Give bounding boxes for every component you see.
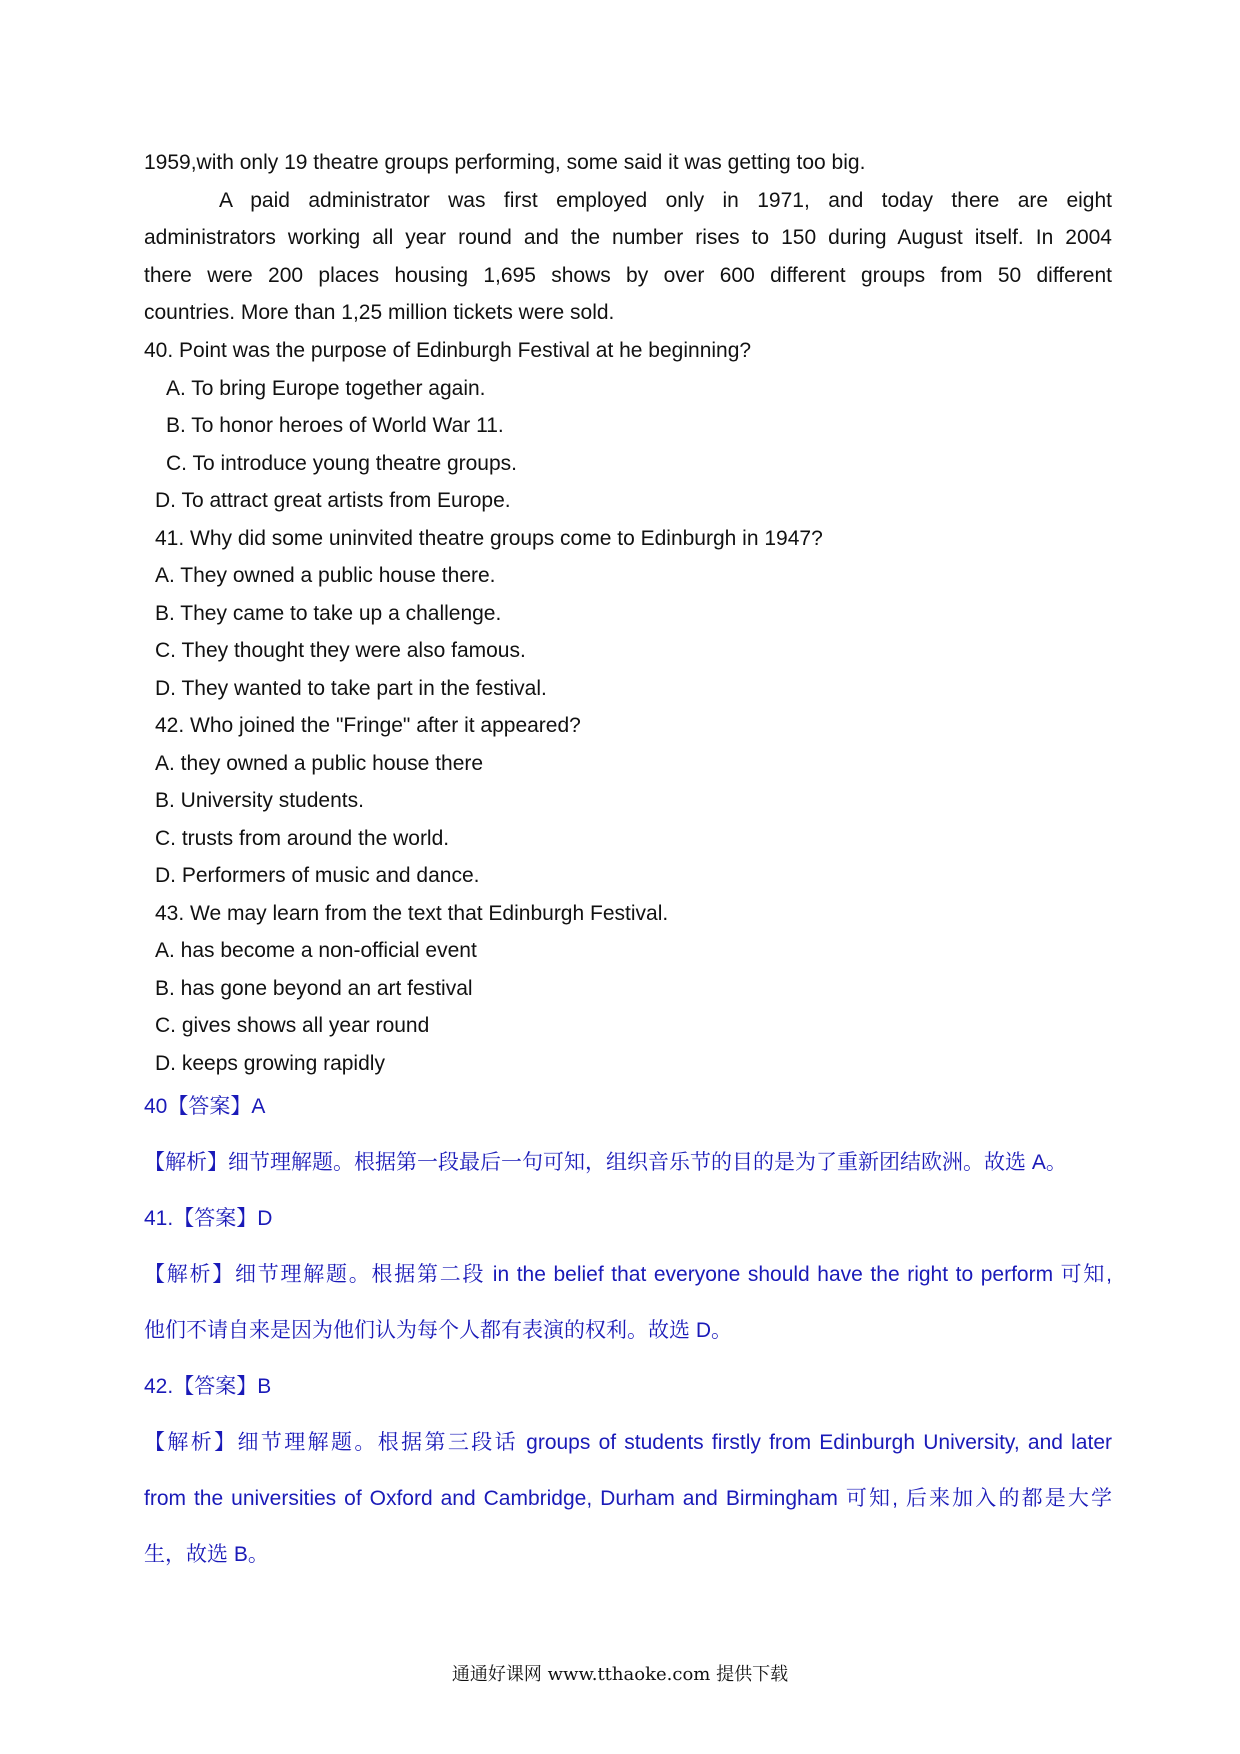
question-option: D. Performers of music and dance.: [155, 864, 480, 887]
question-stem: 41. Why did some uninvited theatre groups come to Edinburgh in 1947?: [155, 527, 823, 550]
question-stem: 40. Point was the purpose of Edinburgh Festival at he beginning?: [144, 339, 752, 362]
passage-line: administrators working all year round and the number rises to 150 during August itself. In 2004: [144, 226, 1112, 249]
question-option: D. To attract great artists from Europe.: [155, 489, 511, 512]
question-option: B. University students.: [155, 789, 364, 812]
question-option: D. They wanted to take part in the festival.: [155, 677, 547, 700]
passage-line: countries. More than 1,25 million tickets were sold.: [144, 301, 615, 324]
question-option: A. they owned a public house there: [155, 752, 484, 775]
answer-explanation: 【解析】细节理解题。根据第三段话 groups of students firstly from Edinburgh University, and later: [144, 1431, 1112, 1454]
passage-line: there were 200 places housing 1,695 shows by over 600 different groups from 50 different: [144, 264, 1112, 287]
footer-source: 通通好课网 www.tthaoke.com 提供下载: [451, 1664, 789, 1685]
answer-key: 42.【答案】B: [144, 1375, 272, 1398]
question-option: C. gives shows all year round: [155, 1014, 430, 1037]
question-option: A. They owned a public house there.: [155, 564, 496, 587]
question-option: B. They came to take up a challenge.: [155, 602, 502, 625]
question-option: B. To honor heroes of World War 11.: [166, 414, 504, 437]
question-option: A. has become a non-official event: [155, 939, 477, 962]
question-option: C. trusts from around the world.: [155, 827, 450, 850]
question-option: A. To bring Europe together again.: [166, 377, 486, 400]
answer-explanation: 他们不请自来是因为他们认为每个人都有表演的权利。故选 D。: [144, 1319, 732, 1342]
answer-key: 40【答案】A: [144, 1095, 266, 1118]
question-option: D. keeps growing rapidly: [155, 1052, 385, 1075]
answer-explanation: 【解析】细节理解题。根据第一段最后一句可知，组织音乐节的目的是为了重新团结欧洲。故选 A。: [144, 1151, 1067, 1174]
answer-explanation: from the universities of Oxford and Cambridge, Durham and Birmingham 可知, 后来加入的都是大学: [144, 1487, 1112, 1510]
passage-line: A paid administrator was first employed only in 1971, and today there are eight: [219, 189, 1112, 212]
answer-explanation: 【解析】细节理解题。根据第二段 in the belief that everyone should have the right to perform 可知,: [144, 1263, 1112, 1286]
question-stem: 42. Who joined the "Fringe" after it appeared?: [155, 714, 581, 737]
question-option: C. They thought they were also famous.: [155, 639, 526, 662]
answer-key: 41.【答案】D: [144, 1207, 273, 1230]
question-stem: 43. We may learn from the text that Edinburgh Festival.: [155, 902, 669, 925]
question-option: C. To introduce young theatre groups.: [166, 452, 518, 475]
answer-explanation: 生，故选 B。: [144, 1543, 269, 1566]
passage-line: 1959,with only 19 theatre groups performing, some said it was getting too big.: [144, 151, 866, 174]
question-option: B. has gone beyond an art festival: [155, 977, 473, 1000]
